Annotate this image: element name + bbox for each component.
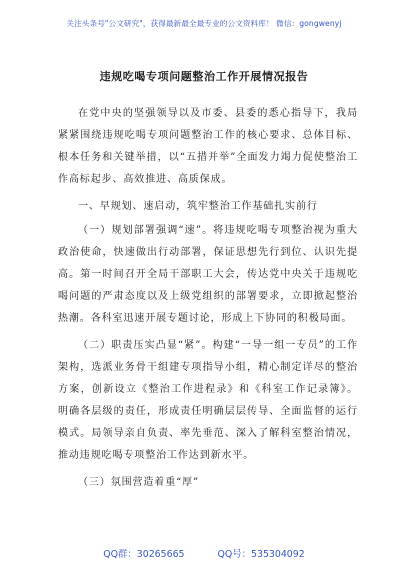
subsection-heading: （三）氛围营造着重“厚” bbox=[78, 477, 200, 488]
body-paragraph: （二）职责压实凸显“紧”。构建“一导一组一专员”的工作架构，选派业务骨干组建专项指导小组，精心制定详尽的整治方案，创新设立《整治工作进程录》和《科室工作记录簿》。明确各层级的责任，形成责任明确层层传导、全面监督的运行模式。局领导亲自负责、率先垂范、深入了解科室整治情况，推动违规吃喝专项整治工作达到新水平。 bbox=[58, 340, 358, 461]
qq-group-text: QQ群：30265665 bbox=[103, 549, 185, 560]
contact-footer bbox=[0, 546, 408, 560]
body-paragraph: （一）规划部署强调“速”。将违规吃喝专项整治视为重大政治使命，快速做出行动部署，保证思想先行到位、认识先提高。第一时间召开全局干部职工大会，传达党中央关于违规吃喝问题的严肃态度以及上级党组织的部署要求，立即掀起整治热潮。各科室迅速开展专题讨论，形成上下协同的积极局面。 bbox=[58, 225, 358, 324]
body-paragraph: 在党中央的坚强领导以及市委、县委的悉心指导下，我局紧紧围绕违规吃喝专项问题整治工作的核心要求、总体目标、根本任务和关键举措，以“五措并举”全面发力竭力促使整治工作高标起步、高效推进、高质保成。 bbox=[58, 108, 358, 185]
qq-number-text: QQ号：535304092 bbox=[217, 549, 305, 560]
document-body bbox=[58, 103, 358, 499]
document-title: 违规吃喝专项问题整治工作开展情况报告 bbox=[99, 70, 309, 83]
section-heading: 一、早规划、速启动，筑牢整治工作基础扎实前行 bbox=[78, 201, 318, 212]
promo-header: 关注头条号"公文研究"，获得最新最全最专业的公文资料库！ 微信：gongwenyj bbox=[66, 19, 342, 28]
